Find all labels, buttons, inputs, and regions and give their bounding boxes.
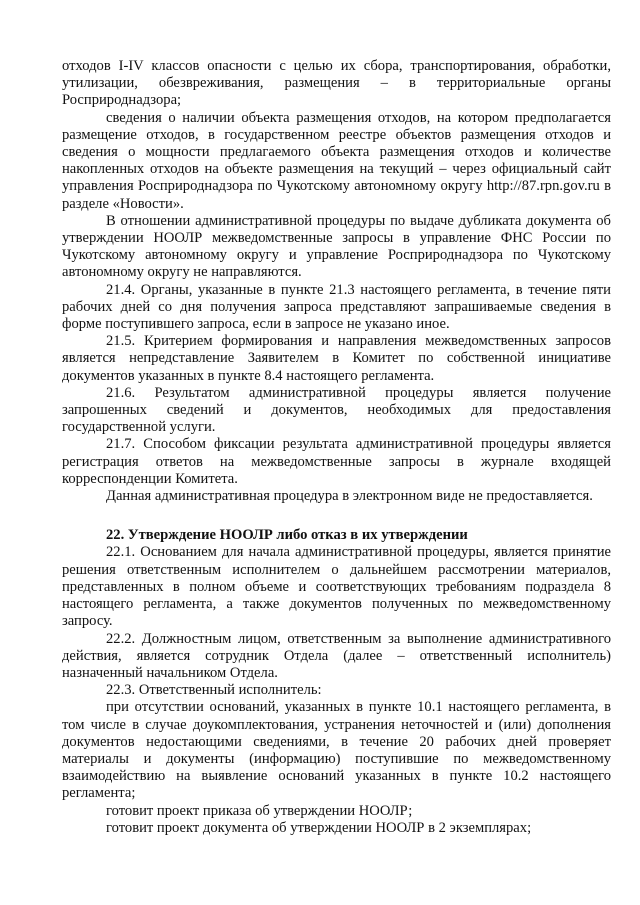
paragraph-22-2: 22.2. Должностным лицом, ответственным за выполнение административного действия, является сотрудник Отдела (далее – ответственный исполнитель) назначенный начальником Отдела. bbox=[62, 630, 611, 681]
paragraph-22-1: 22.1. Основанием для начала административной процедуры, является принятие решения ответственным исполнителем о дальнейшем рассмотрении материалов, представленных в полном объеме и соответствующих требованиям подраздела 8 настоящего регламента, а также документов полученных по межведомственному запросу. bbox=[62, 544, 611, 630]
paragraph-21-4: 21.4. Органы, указанные в пункте 21.3 настоящего регламента, в течение пяти рабочих дней со дня получения запроса представляют запрашиваемые сведения в форме поступившего запроса, если в запросе не указано иное. bbox=[62, 281, 611, 333]
paragraph-duplicate-procedure: В отношении административной процедуры по выдаче дубликата документа об утверждении НООЛР межведомственные запросы в управление ФНС России по Чукотскому автономному округу и управление Росприроднадзора по Чукотскому автономному округу не направляются. bbox=[62, 212, 611, 281]
paragraph-electronic-not-provided: Данная административная процедура в электронном виде не предоставляется. bbox=[106, 488, 593, 505]
paragraph-waste-facility-info: сведения о наличии объекта размещения отходов, на котором предполагается размещение отходов, в государственном реестре объектов размещения отходов и сведения о мощности предлагаемого объекта размещения отходов и количестве накопленных отходов на объекте размещения на текущий – через официальный сайт управления Росприроднадзора по Чукотскому автономному округу http://87.rpn.gov.ru в разделе «Новости». bbox=[62, 109, 611, 212]
paragraph-21-5: 21.5. Критерием формирования и направления межведомственных запросов является непредставление Заявителем в Комитет по собственной инициативе документов указанных в пункте 8.4 настоящего регламента. bbox=[62, 333, 611, 384]
paragraph-21-7: 21.7. Способом фиксации результата административной процедуры является регистрация ответов на межведомственные запросы в журнале входящей корреспонденции Комитета. bbox=[62, 436, 611, 487]
paragraph-22-3: 22.3. Ответственный исполнитель: bbox=[106, 682, 322, 699]
paragraph-22-3-order-draft: готовит проект приказа об утверждении НООЛР; bbox=[106, 802, 413, 819]
section-heading-22: 22. Утверждение НООЛР либо отказ в их утверждении bbox=[106, 527, 468, 544]
paragraph-waste-classes: отходов I-IV классов опасности с целью их сбора, транспортирования, обработки, утилизации, обезвреживания, размещения – в территориальные органы Росприроднадзора; bbox=[62, 58, 611, 109]
paragraph-22-3-document-draft: готовит проект документа об утверждении НООЛР в 2 экземплярах; bbox=[106, 819, 532, 836]
paragraph-22-3-check: при отсутствии оснований, указанных в пункте 10.1 настоящего регламента, в том числе в случае доукомплектования, устранения неточностей и (или) дополнения документов недостающими сведениями, в течение 20 рабочих дней проверяет материалы и документы (информацию) поступившие по межведомственному взаимодействию на выявление оснований указанных в пункте 10.2 настоящего регламента; bbox=[62, 699, 611, 802]
document-page bbox=[62, 58, 611, 837]
paragraph-21-6: 21.6. Результатом административной процедуры является получение запрошенных сведений и документов, необходимых для предоставления государственной услуги. bbox=[62, 384, 611, 436]
